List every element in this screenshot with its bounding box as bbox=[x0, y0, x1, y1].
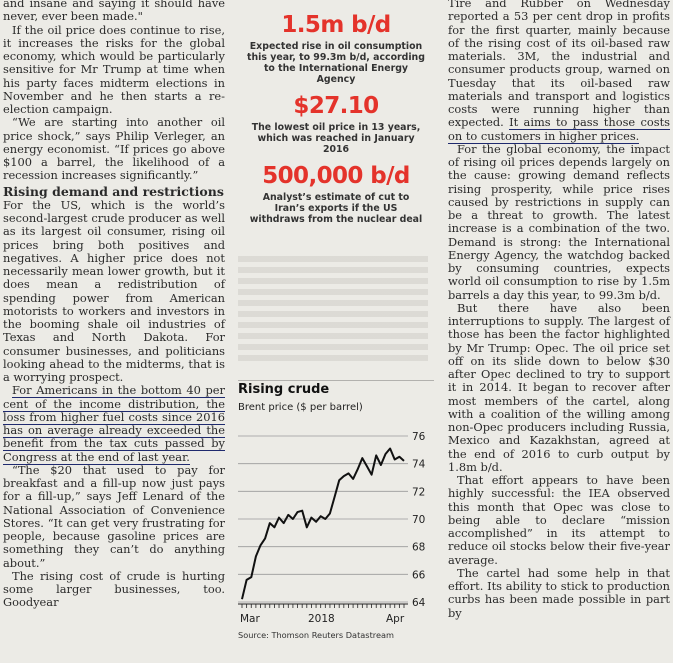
section-heading: Rising demand and restrictions bbox=[3, 183, 224, 199]
stat-caption: Expected rise in oil consumption this year, to 99.3m b/d, according to the International Energy Agency bbox=[247, 41, 425, 85]
brent-price-chart bbox=[228, 380, 440, 646]
right-para-1 bbox=[448, 0, 670, 143]
chart-source: Source: Thomson Reuters Datastream bbox=[238, 630, 394, 640]
show-through-texture bbox=[228, 250, 438, 375]
x-tick-label: Mar bbox=[240, 613, 260, 625]
y-tick-label: 66 bbox=[412, 569, 426, 582]
chart-title: Rising crude bbox=[238, 382, 330, 397]
key-stats bbox=[236, 6, 436, 233]
y-tick-label: 74 bbox=[412, 458, 426, 471]
right-para-5: The cartel had some help in that effort. Its ability to stick to production curbs has been made possible in part by bbox=[448, 565, 670, 620]
y-tick-label: 72 bbox=[412, 486, 426, 499]
left-para-2: “We are starting into another oil price shock,” says Philip Verleger, an energy economist. “If prices go above $100 a barrel, the likelihood of a recession increases significantly.” bbox=[3, 115, 225, 183]
left-para-6: The rising cost of crude is hurting some larger businesses, too. Goodyear bbox=[3, 568, 225, 610]
stat-2 bbox=[236, 93, 436, 155]
x-tick-label: 2018 bbox=[308, 613, 335, 625]
stat-value: $27.10 bbox=[293, 93, 379, 119]
x-tick-label: Apr bbox=[386, 613, 405, 625]
chart-plot bbox=[228, 380, 440, 646]
right-para-4: That effort appears to have been highly successful: the IEA observed this month that Opec was close to being able to declare “mission accomplished” in its attempt to reduce oil stocks below their five-year average. bbox=[448, 473, 670, 567]
stat-value: 500,000 b/d bbox=[262, 163, 410, 189]
y-tick-label: 76 bbox=[412, 431, 426, 443]
left-column bbox=[3, 0, 225, 610]
left-para-1: If the oil price does continue to rise, it increases the risks for the global economy, which would be particularly sensitive for Mr Trump at time when his party faces midterm elections in November and he then starts a re-election campaign. bbox=[3, 22, 225, 116]
y-tick-label: 64 bbox=[412, 597, 426, 609]
chart-subtitle: Brent price ($ per barrel) bbox=[238, 402, 363, 413]
y-tick-label: 70 bbox=[412, 514, 426, 526]
top-fragment: and insane and saying it should have never, ever been made." bbox=[3, 0, 225, 24]
stat-1 bbox=[236, 12, 436, 85]
right-para-2: For the global economy, the impact of rising oil prices depends largely on the cause: growing demand reflects rising prosperity, while price rises caused by restrictions in supply can be a threat to growth. The latest increase is a combination of the two. Demand is strong: the International Energy Agency, the watchdog backed by consuming countries, expects world oil consumption to rise by 1.5m barrels a day this year, to 99.3m b/d. bbox=[448, 141, 670, 302]
stat-caption: The lowest oil price in 13 years, which was reached in January 2016 bbox=[251, 122, 421, 155]
series-line bbox=[242, 449, 404, 600]
left-para-3: For the US, which is the world’s second-largest crude producer as well as its largest oil consumer, rising oil prices bring both positives and negatives. A higher price does not necessarily mean lower growth, but it does mean a redistribution of spending power from American motorists to workers and investors in the booming shale oil industries of Texas and North Dakota. For consumer businesses, and politicians looking ahead to the midterms, that is a worrying prospect. bbox=[3, 197, 225, 384]
left-para-4-highlighted bbox=[3, 384, 225, 464]
y-tick-label: 68 bbox=[412, 541, 426, 554]
stat-value: 1.5m b/d bbox=[281, 12, 391, 38]
underlined-passage: It aims to pass those costs on to customers in higher prices. bbox=[448, 115, 670, 143]
right-para-3: But there have also been interruptions to supply. The largest of those has been the factor highlighted by Mr Trump: Opec. The oil price set off on its slide down to below $30 after Opec declined to try to support it in 2014. It began to recover after most members of the cartel, along with a coalition of the willing among non-Opec producers including Russia, Mexico and Kazakhstan, agreed at the end of 2016 to curb output by 1.8m b/d. bbox=[448, 300, 670, 474]
stat-3 bbox=[236, 163, 436, 225]
left-para-5: “The $20 that used to pay for breakfast and a fill-up now just pays for a fill-up,” says Jeff Lenard of the National Association of Convenience Stores. “It can get very frustrating for people, because gasoline prices are something they can’t do anything about.” bbox=[3, 462, 225, 570]
right-column bbox=[448, 0, 670, 620]
underlined-passage: For Americans in the bottom 40 per cent of the income distribution, the loss from higher fuel costs since 2016 has on average already exceeded the benefit from the tax cuts passed by Congress at the end of last year. bbox=[3, 383, 225, 464]
stat-caption: Analyst’s estimate of cut to Iran’s exports if the US withdraws from the nuclear deal bbox=[249, 192, 423, 225]
right-para-1-text: Tire and Rubber on Wednesday reported a 53 per cent drop in profits for the first quarter, mainly because of the rising cost of its oil-based raw materials. 3M, the industrial and consumer products group, warned on Tuesday that its oil-based raw materials and transport and logistics costs were running higher than expected. bbox=[448, 0, 670, 130]
